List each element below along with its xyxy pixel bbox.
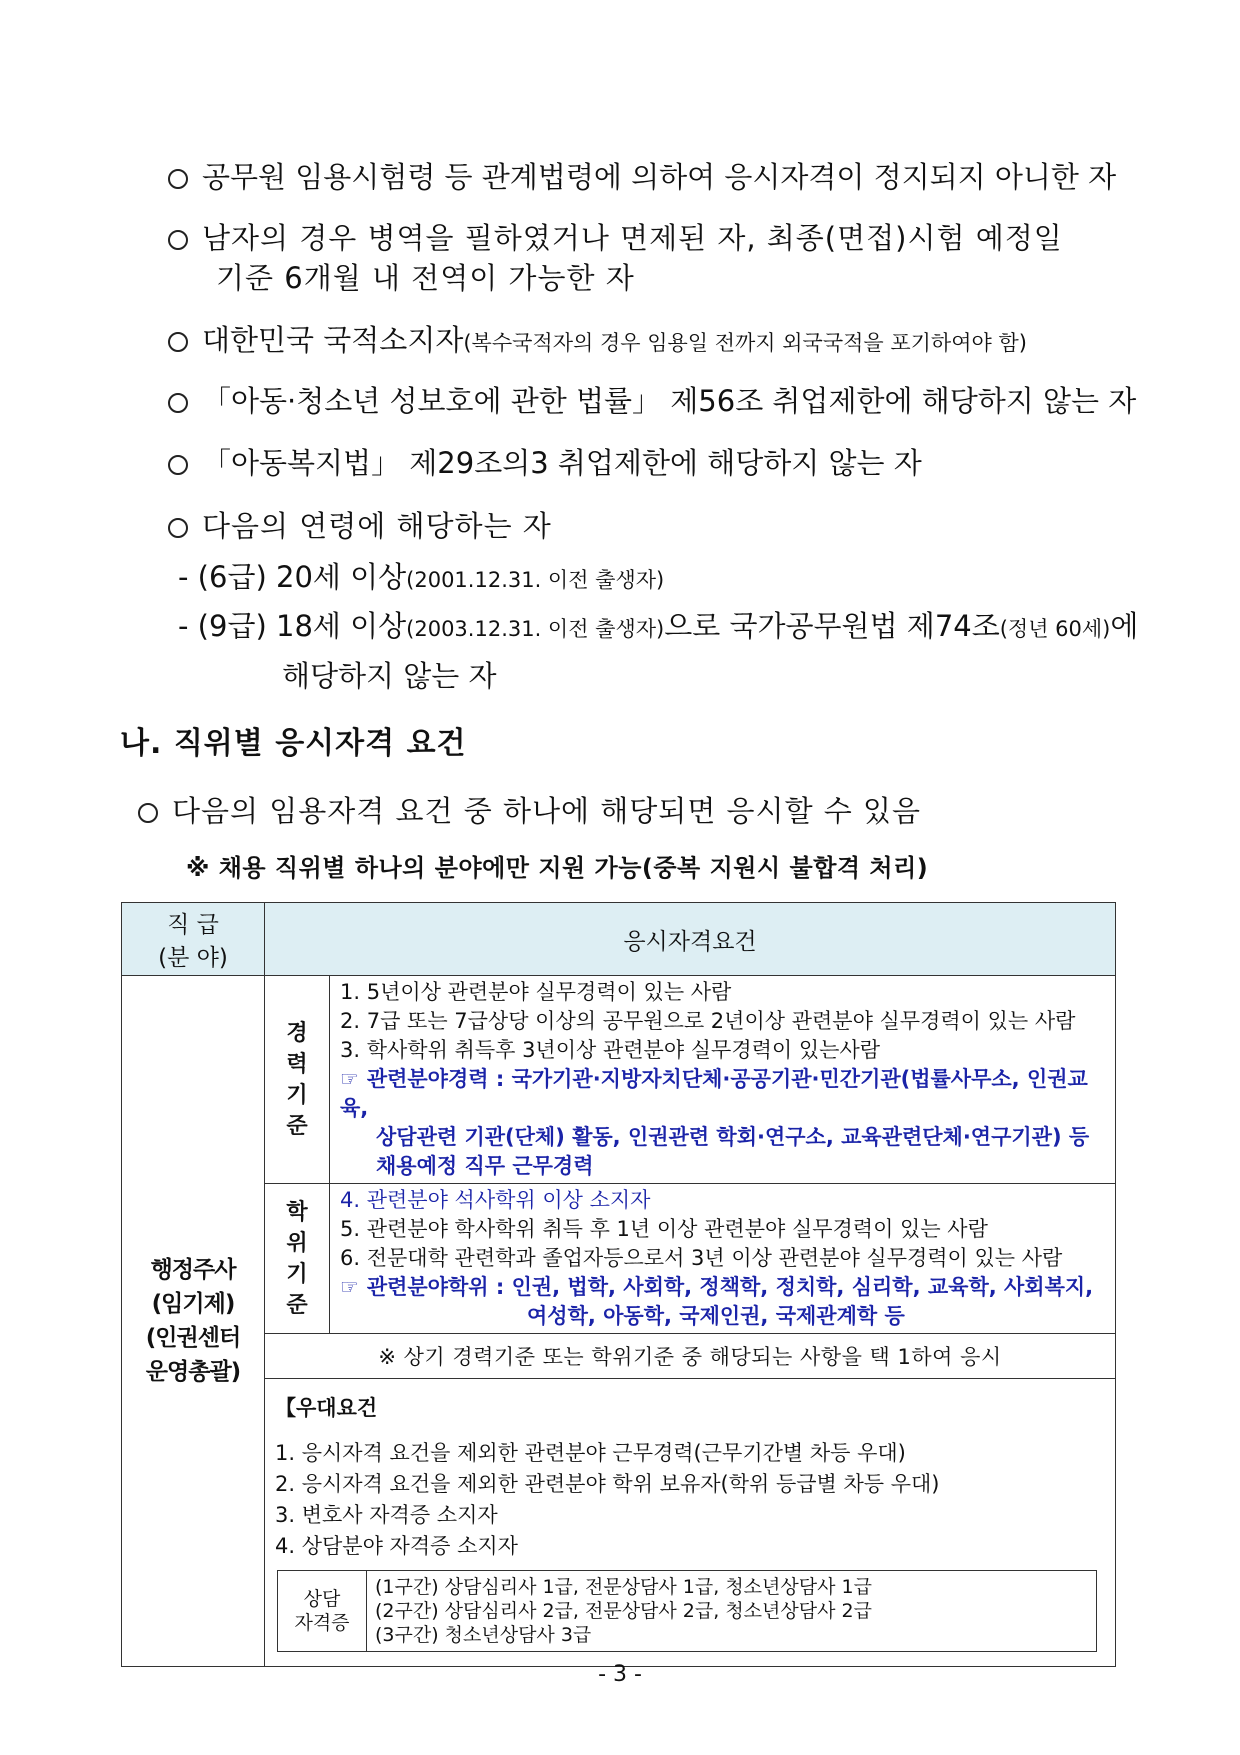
selection-note: ※ 상기 경력기준 또는 학위기준 중 해당되는 사항을 택 1하여 응시 bbox=[265, 1334, 1116, 1379]
rank-cell: 행정주사 (임기제) (인권센터 운영총괄) bbox=[122, 976, 265, 1667]
section-intro: 다음의 임용자격 요건 중 하나에 해당되면 응시할 수 있음 bbox=[138, 791, 921, 831]
section-heading: 나. 직위별 응시자격 요건 bbox=[120, 726, 467, 761]
list-item: 4. 관련분야 석사학위 이상 소지자 bbox=[340, 1188, 651, 1212]
circle-bullet-icon bbox=[168, 230, 188, 250]
circle-bullet-icon bbox=[168, 455, 188, 475]
qualification-item: 남자의 경우 병역을 필하였거나 면제된 자, 최종(면접)시험 예정일 bbox=[168, 218, 1063, 258]
list-item: 3. 학사학위 취득후 3년이상 관련분야 실무경력이 있는사람 bbox=[340, 1038, 881, 1062]
age-requirement: - (9급) 18세 이상(2003.12.31. 이전 출생자)으로 국가공무원법 제74조(정년 60세)에 bbox=[178, 609, 1139, 643]
degree-category: 학 위 기 준 bbox=[265, 1184, 330, 1334]
circle-bullet-icon bbox=[168, 169, 188, 189]
pointing-hand-icon: ☞ bbox=[340, 1067, 359, 1091]
preference-section bbox=[265, 1379, 1116, 1667]
header-rank: 직 급 (분 야) bbox=[122, 903, 265, 976]
list-item: 4. 상담분야 자격증 소지자 bbox=[275, 1534, 518, 1558]
requirements-table bbox=[121, 902, 1116, 1667]
list-item: 6. 전문대학 관련학과 졸업자등으로서 3년 이상 관련분야 실무경력이 있는 사람 bbox=[340, 1246, 1063, 1270]
list-item: 2. 응시자격 요건을 제외한 관련분야 학위 보유자(학위 등급별 차등 우대) bbox=[275, 1472, 940, 1496]
preference-title: 【우대요건 bbox=[275, 1396, 378, 1420]
list-item: 1. 5년이상 관련분야 실무경력이 있는 사람 bbox=[340, 980, 732, 1004]
certificate-table bbox=[277, 1570, 1097, 1652]
career-note: ☞ 관련분야경력 : 국가기관·지방자치단체·공공기관·민간기관(법률사무소, 인권교육, bbox=[340, 1067, 1088, 1120]
page-number: - 3 - bbox=[598, 1662, 642, 1687]
circle-bullet-icon bbox=[168, 393, 188, 413]
list-item: 5. 관련분야 학사학위 취득 후 1년 이상 관련분야 실무경력이 있는 사람 bbox=[340, 1217, 988, 1241]
qualification-item: 대한민국 국적소지자(복수국적자의 경우 임용일 전까지 외국국적을 포기하여야 함) bbox=[168, 320, 1027, 363]
qualification-item: 공무원 임용시험령 등 관계법령에 의하여 응시자격이 정지되지 아니한 자 bbox=[168, 157, 1116, 197]
qualification-item: 다음의 연령에 해당하는 자 bbox=[168, 506, 552, 546]
circle-bullet-icon bbox=[168, 518, 188, 538]
circle-bullet-icon bbox=[138, 803, 158, 823]
degree-items bbox=[330, 1184, 1116, 1334]
section-note: ※ 채용 직위별 하나의 분야에만 지원 가능(중복 지원시 불합격 처리) bbox=[186, 854, 929, 882]
pointing-hand-icon: ☞ bbox=[340, 1275, 359, 1299]
career-category: 경 력 기 준 bbox=[265, 976, 330, 1184]
career-note-continued: 채용예정 직무 근무경력 bbox=[376, 1154, 594, 1178]
list-item: 3. 변호사 자격증 소지자 bbox=[275, 1503, 498, 1527]
circle-bullet-icon bbox=[168, 332, 188, 352]
list-item: (2구간) 상담심리사 2급, 전문상담사 2급, 청소년상담사 2급 bbox=[375, 1600, 872, 1622]
career-items bbox=[330, 976, 1116, 1184]
certificate-items bbox=[367, 1571, 1097, 1652]
list-item: (1구간) 상담심리사 1급, 전문상담사 1급, 청소년상담사 1급 bbox=[375, 1576, 872, 1598]
age-requirement-continued: 해당하지 않는 자 bbox=[282, 659, 497, 693]
qualification-item: 「아동·청소년 성보호에 관한 법률」 제56조 취업제한에 해당하지 않는 자 bbox=[168, 381, 1136, 421]
header-requirements: 응시자격요건 bbox=[265, 903, 1116, 976]
qualification-item-continued: 기준 6개월 내 전역이 가능한 자 bbox=[216, 261, 635, 295]
certificate-label: 상담 자격증 bbox=[278, 1571, 367, 1652]
degree-note-continued: 여성학, 아동학, 국제인권, 국제관계학 등 bbox=[527, 1304, 905, 1328]
degree-note: ☞ 관련분야학위 : 인권, 법학, 사회학, 정책학, 정치학, 심리학, 교육학, 사회복지, bbox=[340, 1275, 1094, 1299]
list-item: 2. 7급 또는 7급상당 이상의 공무원으로 2년이상 관련분야 실무경력이 있는 사람 bbox=[340, 1009, 1076, 1033]
age-requirement: - (6급) 20세 이상(2001.12.31. 이전 출생자) bbox=[178, 560, 665, 594]
qualification-item: 「아동복지법」 제29조의3 취업제한에 해당하지 않는 자 bbox=[168, 443, 922, 483]
list-item: (3구간) 청소년상담사 3급 bbox=[375, 1624, 592, 1646]
list-item: 1. 응시자격 요건을 제외한 관련분야 근무경력(근무기간별 차등 우대) bbox=[275, 1441, 906, 1465]
career-note-continued: 상담관련 기관(단체) 활동, 인권관련 학회·연구소, 교육관련단체·연구기관) 등 bbox=[376, 1125, 1090, 1149]
